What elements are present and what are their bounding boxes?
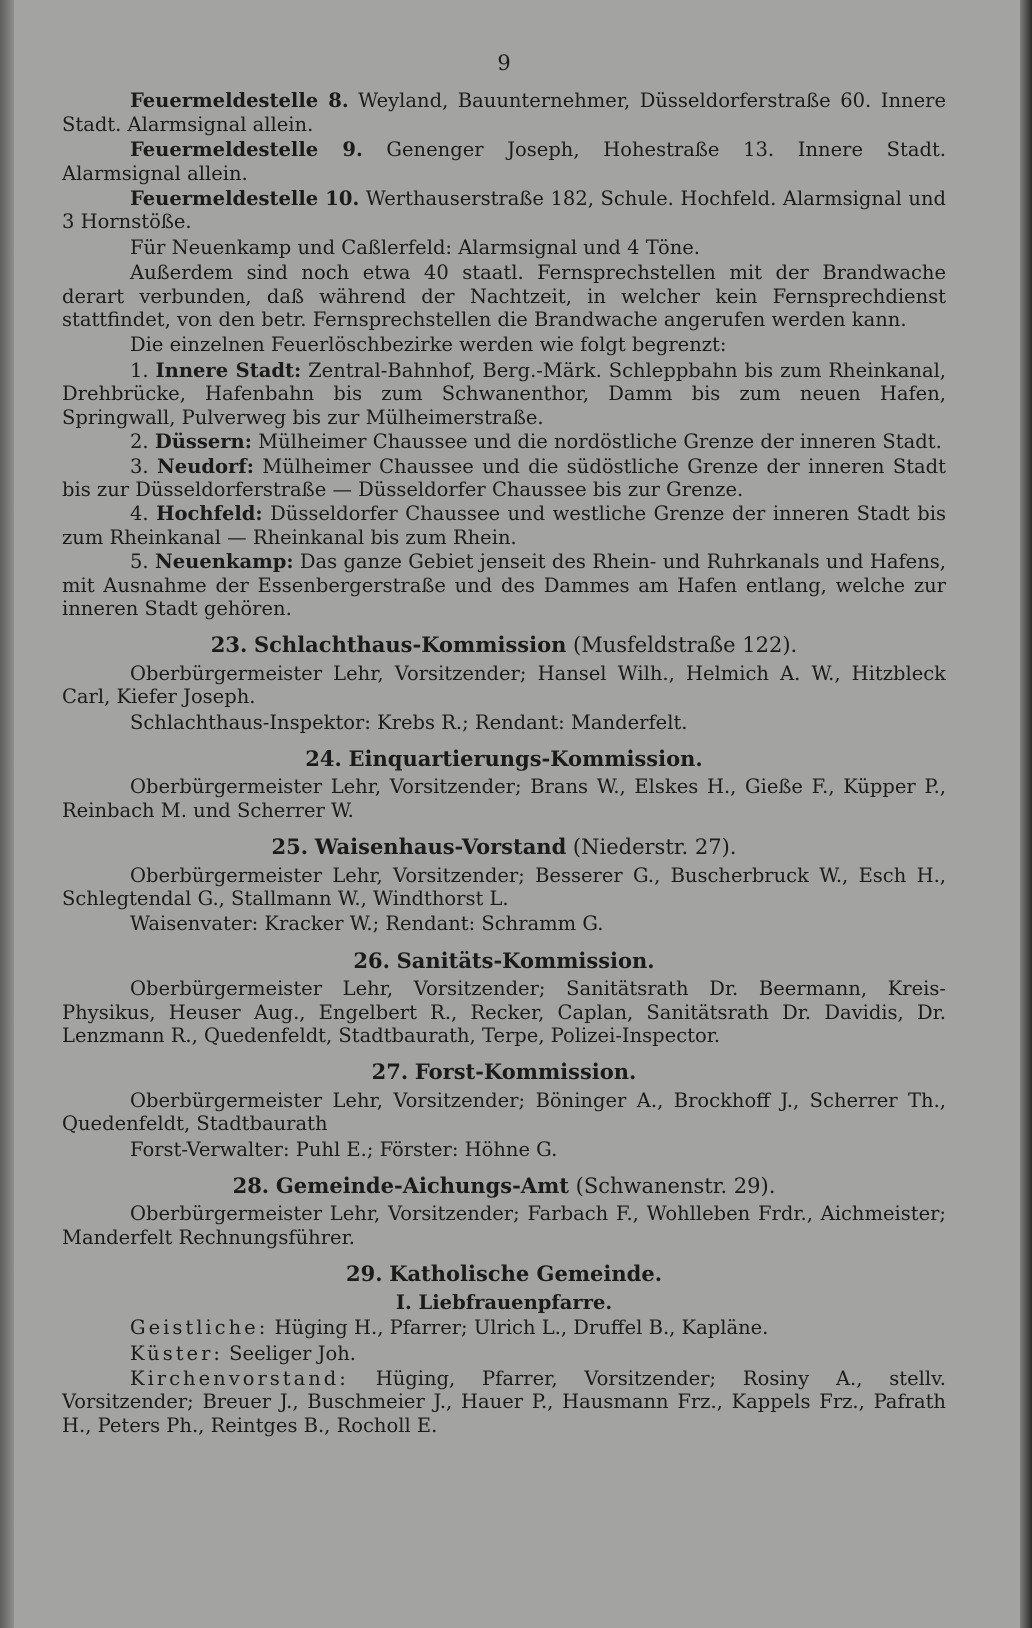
- section-title: Forst-Kommission.: [414, 1059, 637, 1085]
- district-text: Das ganze Gebiet jenseit des Rhein- und Ruhrkanals und Hafens, mit Ausnahme der Essenbergerstraße und des Dammes am Hafen entlang, welche zur inneren Stadt gehören.: [62, 550, 946, 620]
- section-title: Schlachthaus-Kommission: [253, 632, 567, 658]
- section-number: 23.: [210, 632, 248, 658]
- section-heading-29: [62, 1262, 946, 1286]
- section-title: Waisenhaus-Vorstand: [314, 834, 567, 860]
- district-name: Neuenkamp:: [154, 550, 294, 574]
- section-heading-27: [62, 1060, 946, 1084]
- subsection-heading: [62, 1291, 946, 1314]
- church-board-line: [62, 1367, 946, 1437]
- section-number: 24.: [305, 745, 342, 771]
- section-heading-23: [62, 633, 946, 657]
- district-name: Neudorf:: [156, 454, 254, 478]
- district-number: 5.: [130, 550, 149, 574]
- section-heading-28: [62, 1174, 946, 1198]
- sexton-line: [62, 1342, 946, 1365]
- church-board-text: Hüging, Pfarrer, Vorsitzender; Rosiny A., stellv. Vorsitzender; Breuer J., Buschmeier J., Hauer P., Hausmann Frz., Kappels Frz., Pafrath H., Peters Ph., Reintges B., Rocholl E.: [62, 1366, 946, 1437]
- subsection-number: I.: [395, 1290, 412, 1314]
- section-heading-24: [62, 747, 946, 771]
- section-number: 28.: [232, 1173, 270, 1199]
- district-number: 3.: [130, 454, 149, 478]
- page-number: 9: [497, 51, 511, 75]
- section-title: Einquartierungs-Kommission.: [348, 745, 703, 771]
- clergy-label: Geistliche:: [130, 1316, 269, 1340]
- section-suffix: (Schwanenstr. 29).: [569, 1174, 776, 1199]
- district-item: [62, 359, 946, 429]
- district-item: [62, 430, 946, 453]
- church-board-label: Kirchenvorstand:: [130, 1366, 349, 1390]
- note-districts-intro: Die einzelnen Feuerlöschbezirke werden wie folgt begrenzt:: [130, 333, 727, 357]
- section-27-members: Oberbürgermeister Lehr, Vorsitzender; Böninger A., Brockhoff J., Scherrer Th., Quedenfeldt, Stadtbaurath: [62, 1088, 946, 1136]
- district-number: 1.: [130, 358, 149, 382]
- section-suffix: (Niederstr. 27).: [566, 835, 737, 860]
- section-number: 25.: [271, 834, 309, 860]
- clergy-text: Hüging H., Pfarrer; Ulrich L., Druffel B., Kapläne.: [268, 1316, 769, 1340]
- district-item: [62, 550, 946, 620]
- section-number: 29.: [345, 1261, 383, 1287]
- page-content: [62, 52, 946, 1439]
- district-number: 2.: [130, 430, 149, 454]
- fire-station-text: Werthauserstraße 182, Schule. Hochfeld. Alarmsignal und 3 Hornstöße.: [62, 187, 946, 234]
- fire-station-8: [62, 89, 946, 136]
- section-23-members: Oberbürgermeister Lehr, Vorsitzender; Hansel Wilh., Helmich A. W., Hitzbleck Carl, Kiefer Joseph.: [62, 661, 946, 709]
- clergy-line: [62, 1316, 946, 1339]
- section-23-officers: Schlachthaus-Inspektor: Krebs R.; Rendant: Manderfelt.: [130, 710, 688, 734]
- sexton-text: Seeliger Joh.: [222, 1341, 356, 1365]
- sexton-label: Küster:: [130, 1341, 223, 1365]
- section-25-members: Oberbürgermeister Lehr, Vorsitzender; Besserer G., Buscherbruck W., Esch H., Schlegtendal G., Stallmann W., Windthorst L.: [62, 863, 946, 910]
- note-telephone: Außerdem sind noch etwa 40 staatl. Fernsprechstellen mit der Brandwache derart verbunden, daß während der Nachtzeit, in welcher kein Fernsprechdienst stattfindet, von den betr. Fernsprechstellen die Brandwache angerufen werden kann.: [62, 261, 946, 332]
- section-title: Katholische Gemeinde.: [389, 1261, 663, 1287]
- district-number: 4.: [130, 502, 149, 526]
- district-name: Düssern:: [154, 430, 252, 454]
- section-title: Gemeinde-Aichungs-Amt: [275, 1173, 569, 1199]
- district-text: Mülheimer Chaussee und die nordöstliche Grenze der inneren Stadt.: [251, 430, 942, 454]
- section-heading-26: [62, 949, 946, 973]
- section-suffix: (Musfeldstraße 122).: [566, 633, 798, 658]
- fire-station-label: Feuermeldestelle 10.: [130, 187, 360, 211]
- page-edge-shadow: [1020, 0, 1032, 1628]
- section-24-members: Oberbürgermeister Lehr, Vorsitzender; Brans W., Elskes H., Gieße F., Küpper P., Reinbach M. und Scherrer W.: [62, 775, 946, 822]
- section-number: 26.: [353, 947, 390, 973]
- section-title: Sanitäts-Kommission.: [396, 947, 655, 973]
- fire-station-label: Feuermeldestelle 8.: [130, 89, 349, 113]
- page-spine-shadow: [0, 0, 14, 1628]
- district-list: [62, 359, 946, 620]
- district-text: Zentral-Bahnhof, Berg.-Märk. Schleppbahn bis zum Rheinkanal, Drehbrücke, Hafenbahn bis zum Schwanenthor, Damm bis zum neuen Hafen, Springwall, Pulverweg bis zur Mülheimerstraße.: [62, 358, 946, 429]
- district-name: Hochfeld:: [156, 502, 263, 526]
- section-27-officers: Forst-Verwalter: Puhl E.; Förster: Höhne G.: [130, 1137, 558, 1161]
- district-text: Düsseldorfer Chaussee und westliche Grenze der inneren Stadt bis zum Rheinkanal — Rheinkanal bis zum Rhein.: [62, 502, 946, 549]
- section-number: 27.: [371, 1059, 409, 1085]
- fire-station-text: Weyland, Bauunternehmer, Düsseldorferstraße 60. Innere Stadt. Alarmsignal allein.: [62, 89, 946, 136]
- fire-station-9: [62, 138, 946, 185]
- fire-station-text: Genenger Joseph, Hohestraße 13. Innere Stadt. Alarmsignal allein.: [62, 138, 946, 185]
- section-25-officers: Waisenvater: Kracker W.; Rendant: Schramm G.: [130, 912, 604, 936]
- subsection-title: Liebfrauenpfarre.: [418, 1290, 613, 1314]
- fire-station-label: Feuermeldestelle 9.: [130, 138, 363, 162]
- section-26-members: Oberbürgermeister Lehr, Vorsitzender; Sanitätsrath Dr. Beermann, Kreis-Physikus, Heuser Aug., Engelbert R., Recker, Caplan, Sanitätsrath Dr. Davidis, Dr. Lenzmann R., Quedenfeldt, Stadtbaurath, Terpe, Polizei-Inspector.: [62, 977, 946, 1048]
- district-item: [62, 502, 946, 549]
- section-28-members: Oberbürgermeister Lehr, Vorsitzender; Farbach F., Wohlleben Frdr., Aichmeister; Manderfelt Rechnungsführer.: [62, 1202, 946, 1249]
- district-text: Mülheimer Chaussee und die südöstliche Grenze der inneren Stadt bis zur Düsseldorferstraße — Düsseldorfer Chaussee bis zur Grenze.: [62, 454, 946, 501]
- note-neuenkamp: Für Neuenkamp und Caßlerfeld: Alarmsignal und 4 Töne.: [130, 235, 700, 259]
- fire-station-10: [62, 187, 946, 234]
- section-heading-25: [62, 835, 946, 859]
- district-item: [62, 455, 946, 502]
- district-name: Innere Stadt:: [155, 358, 302, 382]
